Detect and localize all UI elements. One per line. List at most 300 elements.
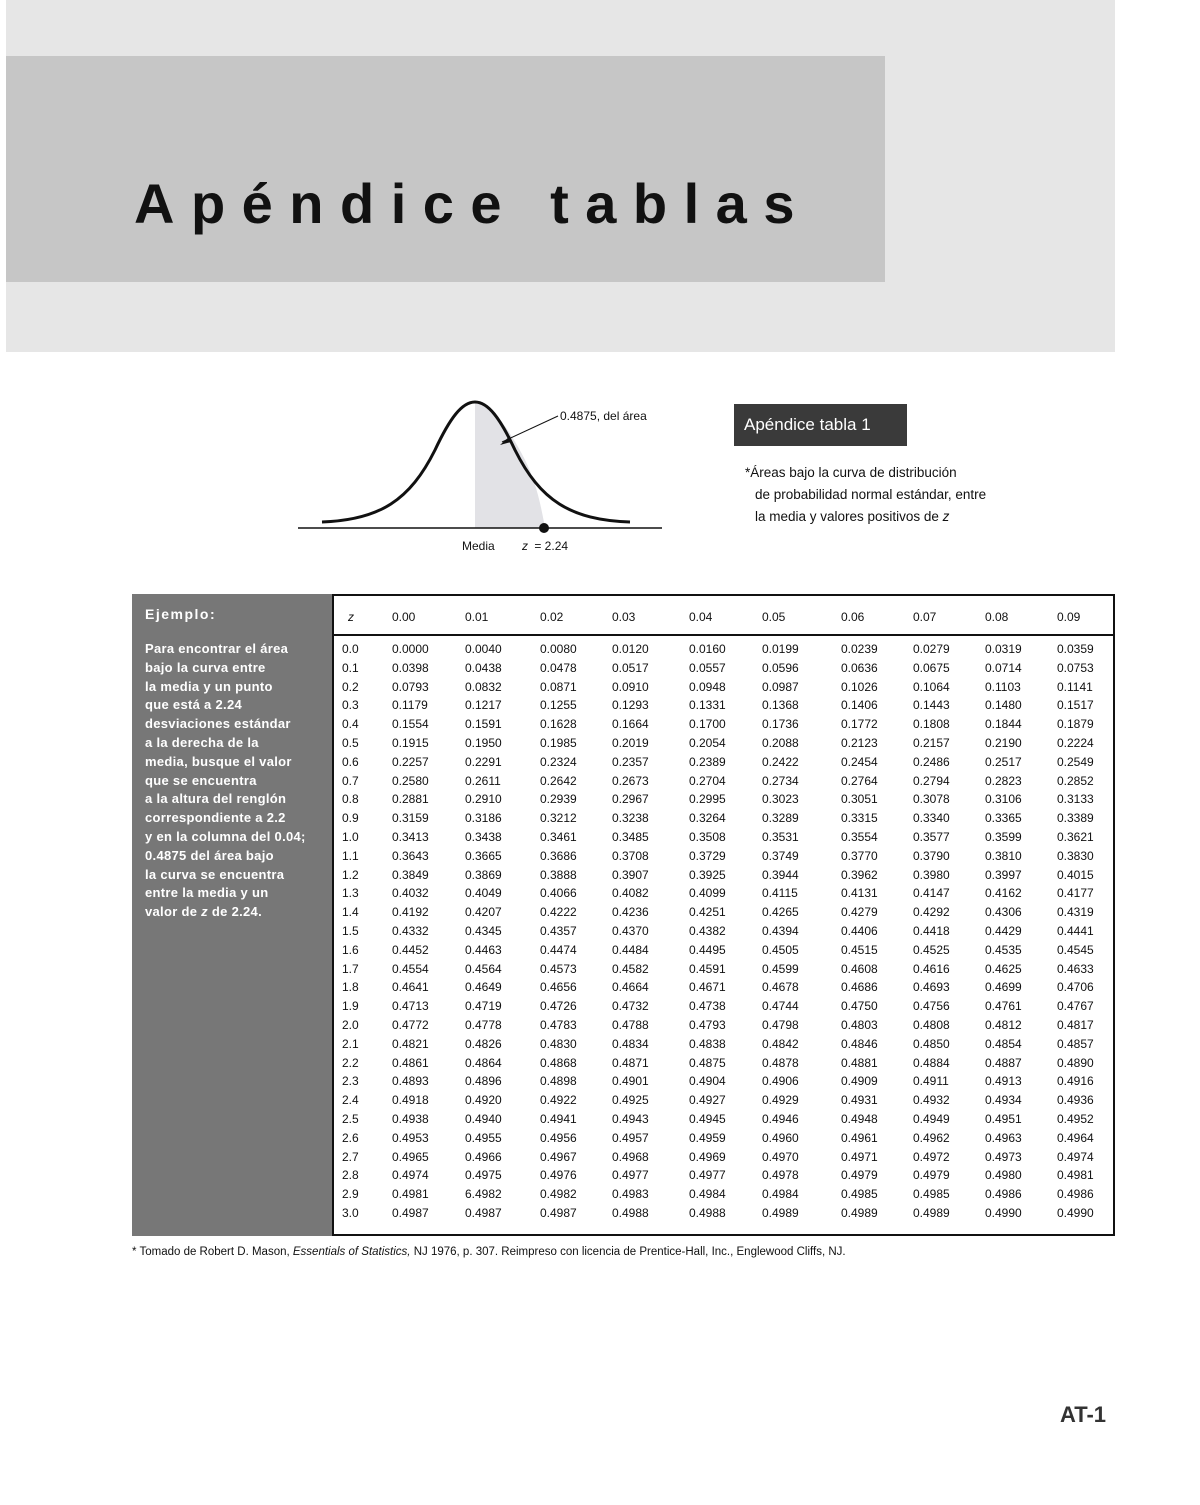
- area-cell: 0.4854: [985, 1036, 1022, 1051]
- area-cell: 0.3264: [689, 811, 726, 826]
- area-cell: 0.4656: [540, 980, 577, 995]
- area-cell: 0.1026: [841, 679, 878, 694]
- area-cell: 0.4641: [392, 980, 429, 995]
- area-cell: 0.4896: [465, 1074, 502, 1089]
- area-cell: 0.4974: [1057, 1149, 1094, 1164]
- area-cell: 0.2088: [762, 736, 799, 750]
- area-cell: 0.4319: [1057, 905, 1094, 920]
- area-cell: 0.3051: [841, 792, 878, 807]
- area-cell: 0.1736: [762, 717, 799, 732]
- area-cell: 0.0832: [465, 679, 502, 694]
- z-value-cell: 0.2: [342, 679, 359, 694]
- area-cell: 0.0160: [689, 642, 726, 656]
- z-value-cell: 0.7: [342, 773, 359, 788]
- area-cell: 0.4988: [689, 1206, 726, 1220]
- area-cell: 0.0000: [392, 642, 429, 656]
- area-cell: 0.1700: [689, 717, 726, 732]
- z-value-cell: 1.3: [342, 886, 359, 901]
- z-value-cell: 2.2: [342, 1055, 359, 1070]
- z-table: [332, 594, 1115, 1236]
- example-text: [145, 640, 330, 922]
- area-cell: 0.4977: [689, 1168, 726, 1183]
- z-value-cell: 2.6: [342, 1130, 359, 1145]
- table-row: [334, 753, 1113, 772]
- area-cell: 0.2734: [762, 773, 799, 788]
- area-cell: 0.4706: [1057, 980, 1094, 995]
- area-cell: 0.4418: [913, 924, 950, 938]
- example-line: Para encontrar el área: [145, 641, 289, 656]
- area-cell: 0.1368: [762, 698, 799, 713]
- area-cell: 0.4946: [762, 1112, 799, 1126]
- area-cell: 0.2054: [689, 736, 726, 750]
- area-cell: 0.4925: [612, 1093, 649, 1108]
- column-header: 0.07: [913, 610, 937, 624]
- area-cell: 0.3413: [392, 830, 429, 844]
- z-value-cell: 1.4: [342, 905, 359, 920]
- area-cell: 0.4965: [392, 1149, 429, 1164]
- area-cell: 0.3289: [762, 811, 799, 826]
- area-cell: 0.4222: [540, 905, 577, 920]
- table-row: [334, 1129, 1113, 1148]
- area-cell: 0.0319: [985, 642, 1022, 656]
- area-cell: 0.4545: [1057, 942, 1094, 957]
- area-cell: 0.4279: [841, 905, 878, 920]
- area-cell: 0.1517: [1057, 698, 1094, 713]
- table-row: [334, 884, 1113, 903]
- table-header-row: [334, 608, 1113, 627]
- area-cell: 0.3508: [689, 830, 726, 844]
- area-cell: 0.2580: [392, 773, 429, 788]
- column-header: 0.04: [689, 610, 713, 624]
- mean-label: Media: [462, 539, 495, 553]
- area-cell: 0.4236: [612, 905, 649, 920]
- area-cell: 0.0557: [689, 660, 726, 675]
- area-cell: 0.4207: [465, 905, 502, 920]
- area-cell: 0.2517: [985, 754, 1022, 769]
- z-value-cell: 2.8: [342, 1168, 359, 1183]
- area-cell: 0.4345: [465, 924, 502, 938]
- area-cell: 0.4591: [689, 961, 726, 976]
- area-cell: 0.1915: [392, 736, 429, 750]
- area-cell: 0.4945: [689, 1112, 726, 1126]
- area-cell: 0.0279: [913, 642, 950, 656]
- area-cell: 0.2549: [1057, 754, 1094, 769]
- area-cell: 0.4973: [985, 1149, 1022, 1164]
- area-cell: 0.2995: [689, 792, 726, 807]
- leader-line: [502, 416, 558, 442]
- example-line: a la altura del renglón: [145, 791, 287, 807]
- area-cell: 0.3686: [540, 848, 577, 863]
- area-cell: 0.4474: [540, 942, 577, 957]
- area-cell: 0.3790: [913, 848, 950, 863]
- area-cell: 0.3577: [913, 830, 950, 844]
- area-cell: 0.4484: [612, 942, 649, 957]
- area-cell: 0.4616: [913, 961, 950, 976]
- area-cell: 0.1985: [540, 736, 577, 750]
- area-label: 0.4875, del área: [560, 409, 647, 423]
- area-cell: 0.4929: [762, 1093, 799, 1108]
- area-cell: 0.2019: [612, 736, 649, 750]
- table-row: [334, 978, 1113, 997]
- area-cell: 0.3023: [762, 792, 799, 807]
- area-cell: 0.4564: [465, 961, 502, 976]
- area-cell: 0.0948: [689, 679, 726, 694]
- area-cell: 0.4441: [1057, 924, 1094, 938]
- area-cell: 0.4956: [540, 1130, 577, 1145]
- example-line: valor de z de 2.24.: [145, 904, 262, 920]
- table-row: [334, 960, 1113, 979]
- table-row: [334, 1185, 1113, 1204]
- area-cell: 0.2823: [985, 773, 1022, 788]
- area-cell: 0.2673: [612, 773, 649, 788]
- area-cell: 0.1406: [841, 698, 878, 713]
- area-cell: 0.1443: [913, 698, 950, 713]
- area-cell: 0.2910: [465, 792, 502, 807]
- area-cell: 0.4857: [1057, 1036, 1094, 1051]
- table-row: [334, 997, 1113, 1016]
- area-cell: 0.4981: [1057, 1168, 1094, 1183]
- table-row: [334, 922, 1113, 941]
- area-cell: 0.4554: [392, 961, 429, 976]
- area-cell: 0.2422: [762, 754, 799, 769]
- example-line: a la derecha de la: [145, 734, 259, 750]
- page-title: Apéndice tablas: [134, 172, 811, 235]
- area-cell: 0.3159: [392, 811, 429, 826]
- area-cell: 0.0080: [540, 642, 577, 656]
- area-cell: 0.4969: [689, 1149, 726, 1164]
- area-cell: 0.4842: [762, 1036, 799, 1051]
- area-cell: 0.3925: [689, 867, 726, 882]
- area-cell: 0.4633: [1057, 961, 1094, 976]
- table-row: [334, 1016, 1113, 1035]
- area-cell: 0.3389: [1057, 811, 1094, 826]
- area-cell: 0.4987: [392, 1206, 429, 1220]
- area-cell: 0.2967: [612, 792, 649, 807]
- area-cell: 0.2939: [540, 792, 577, 807]
- area-cell: 0.4750: [841, 999, 878, 1014]
- area-cell: 0.4961: [841, 1130, 878, 1145]
- area-cell: 0.4812: [985, 1018, 1022, 1032]
- area-cell: 0.3461: [540, 830, 577, 844]
- example-title: Ejemplo:: [145, 606, 217, 622]
- area-cell: 0.4699: [985, 980, 1022, 995]
- area-cell: 0.4778: [465, 1018, 502, 1032]
- area-cell: 0.4686: [841, 980, 878, 995]
- area-cell: 0.3212: [540, 811, 577, 826]
- area-cell: 0.4767: [1057, 999, 1094, 1014]
- area-cell: 0.4913: [985, 1074, 1022, 1089]
- table-row: [334, 640, 1113, 659]
- area-cell: 0.3907: [612, 867, 649, 882]
- description-line: de probabilidad normal estándar, entre: [755, 487, 987, 502]
- area-cell: 0.4032: [392, 886, 429, 901]
- area-cell: 0.2291: [465, 754, 502, 769]
- area-cell: 0.4938: [392, 1112, 429, 1126]
- area-cell: 0.1293: [612, 698, 649, 713]
- area-cell: 0.4970: [762, 1149, 799, 1164]
- column-header: 0.03: [612, 610, 636, 624]
- area-cell: 0.4821: [392, 1036, 429, 1051]
- area-cell: 0.1255: [540, 698, 577, 713]
- area-cell: 0.3485: [612, 830, 649, 844]
- area-cell: 0.1480: [985, 698, 1022, 713]
- z-value-cell: 0.4: [342, 717, 359, 732]
- area-cell: 0.2324: [540, 754, 577, 769]
- area-cell: 0.2224: [1057, 736, 1094, 750]
- table-row: [334, 809, 1113, 828]
- area-cell: 0.1772: [841, 717, 878, 732]
- table-row: [334, 903, 1113, 922]
- area-cell: 0.4719: [465, 999, 502, 1014]
- area-cell: 0.4976: [540, 1168, 577, 1183]
- area-cell: 0.4988: [612, 1206, 649, 1220]
- area-cell: 0.4495: [689, 942, 726, 957]
- area-cell: 0.0910: [612, 679, 649, 694]
- area-cell: 0.4904: [689, 1074, 726, 1089]
- area-cell: 0.4671: [689, 980, 726, 995]
- area-cell: 0.3810: [985, 848, 1022, 863]
- area-cell: 0.4949: [913, 1112, 950, 1126]
- example-line: correspondiente a 2.2: [145, 810, 286, 826]
- table-row: [334, 659, 1113, 678]
- area-cell: 0.2642: [540, 773, 577, 788]
- table-row: [334, 941, 1113, 960]
- area-cell: 0.4909: [841, 1074, 878, 1089]
- area-cell: 0.4625: [985, 961, 1022, 976]
- area-cell: 0.4922: [540, 1093, 577, 1108]
- area-cell: 0.4826: [465, 1036, 502, 1051]
- area-cell: 0.3708: [612, 848, 649, 863]
- area-cell: 0.0675: [913, 660, 950, 675]
- area-cell: 0.0753: [1057, 660, 1094, 675]
- area-cell: 0.4878: [762, 1055, 799, 1070]
- area-cell: 0.4986: [1057, 1187, 1094, 1202]
- table-row: [334, 715, 1113, 734]
- area-cell: 0.3438: [465, 830, 502, 844]
- table-row: [334, 1035, 1113, 1054]
- example-line: y en la columna del 0.04;: [145, 828, 306, 844]
- example-line: que se encuentra: [145, 772, 257, 788]
- area-cell: 0.4916: [1057, 1074, 1094, 1089]
- table-row: [334, 734, 1113, 753]
- table-row: [334, 696, 1113, 715]
- column-header: 0.08: [985, 610, 1009, 624]
- area-cell: 0.4783: [540, 1018, 577, 1032]
- z-point-marker: [539, 523, 549, 533]
- area-cell: 0.4357: [540, 924, 577, 938]
- area-cell: 0.2881: [392, 792, 429, 807]
- area-cell: 0.1141: [1057, 679, 1093, 694]
- area-cell: 0.4971: [841, 1149, 878, 1164]
- area-cell: 0.0239: [841, 642, 878, 656]
- column-header: 0.09: [1057, 610, 1081, 624]
- area-cell: 0.4846: [841, 1036, 878, 1051]
- z-value-cell: 1.6: [342, 942, 359, 957]
- area-cell: 0.4429: [985, 924, 1022, 938]
- area-cell: 0.2257: [392, 754, 429, 769]
- area-cell: 0.4535: [985, 942, 1022, 957]
- area-cell: 0.2190: [985, 736, 1022, 750]
- area-cell: 0.4573: [540, 961, 577, 976]
- table-row: [334, 847, 1113, 866]
- area-cell: 0.4989: [913, 1206, 950, 1220]
- area-cell: 0.4099: [689, 886, 726, 901]
- header-divider: [334, 634, 1113, 636]
- table-row: [334, 866, 1113, 885]
- table-row: [334, 828, 1113, 847]
- area-cell: 0.0517: [612, 660, 649, 675]
- area-cell: 0.3849: [392, 867, 429, 882]
- area-cell: 0.4962: [913, 1130, 950, 1145]
- example-line: desviaciones estándar: [145, 716, 291, 732]
- area-cell: 0.1554: [392, 717, 429, 732]
- area-cell: 0.0596: [762, 660, 799, 675]
- area-cell: 0.4960: [762, 1130, 799, 1145]
- area-cell: 0.4608: [841, 961, 878, 976]
- area-cell: 0.2764: [841, 773, 878, 788]
- area-cell: 0.2389: [689, 754, 726, 769]
- table-row: [334, 790, 1113, 809]
- area-cell: 0.3554: [841, 830, 878, 844]
- area-cell: 0.4066: [540, 886, 577, 901]
- table-row: [334, 678, 1113, 697]
- column-header: 0.01: [465, 610, 489, 624]
- area-cell: 0.4966: [465, 1149, 502, 1164]
- area-cell: 0.1064: [913, 679, 950, 694]
- area-cell: 0.4927: [689, 1093, 726, 1108]
- area-cell: 0.3962: [841, 867, 878, 882]
- area-cell: 0.2357: [612, 754, 649, 769]
- area-cell: 0.0871: [540, 679, 577, 694]
- area-cell: 0.4049: [465, 886, 502, 901]
- area-cell: 0.4871: [612, 1055, 649, 1070]
- area-cell: 0.4968: [612, 1149, 649, 1164]
- area-cell: 0.4898: [540, 1074, 577, 1089]
- area-cell: 0.4082: [612, 886, 649, 901]
- area-cell: 0.4987: [540, 1206, 577, 1220]
- area-cell: 0.0359: [1057, 642, 1094, 656]
- area-cell: 0.0398: [392, 660, 429, 675]
- area-cell: 0.4941: [540, 1112, 577, 1126]
- area-cell: 0.4834: [612, 1036, 649, 1051]
- area-cell: 0.4985: [841, 1187, 878, 1202]
- area-cell: 0.4803: [841, 1018, 878, 1032]
- area-cell: 0.4738: [689, 999, 726, 1014]
- area-cell: 0.4974: [392, 1168, 429, 1183]
- area-cell: 0.4887: [985, 1055, 1022, 1070]
- area-cell: 0.4732: [612, 999, 649, 1014]
- area-cell: 0.4798: [762, 1018, 799, 1032]
- table-row: [334, 1072, 1113, 1091]
- area-cell: 0.3599: [985, 830, 1022, 844]
- area-cell: 0.3997: [985, 867, 1022, 882]
- table-row: [334, 1054, 1113, 1073]
- area-cell: 0.1217: [465, 698, 502, 713]
- area-cell: 0.4940: [465, 1112, 502, 1126]
- footnote-suffix: NJ 1976, p. 307. Reimpreso con licencia de Prentice-Hall, Inc., Englewood Cliffs, NJ.: [413, 1246, 846, 1258]
- z-value-cell: 1.2: [342, 867, 359, 882]
- area-cell: 0.4963: [985, 1130, 1022, 1145]
- area-cell: 6.4982: [465, 1187, 502, 1202]
- area-cell: 0.1628: [540, 717, 577, 732]
- area-cell: 0.4406: [841, 924, 878, 938]
- z-label: z: [522, 539, 528, 553]
- example-line: que está a 2.24: [145, 697, 242, 713]
- area-cell: 0.4890: [1057, 1055, 1094, 1070]
- z-value-cell: 1.0: [342, 830, 359, 844]
- z-value-cell: 2.4: [342, 1093, 359, 1108]
- page-number: AT-1: [1060, 1402, 1107, 1427]
- example-line: 0.4875 del área bajo: [145, 847, 274, 863]
- z-value-cell: 1.9: [342, 999, 359, 1014]
- area-cell: 0.4525: [913, 942, 950, 957]
- area-cell: 0.4948: [841, 1112, 878, 1126]
- example-line: media, busque el valor: [145, 753, 292, 769]
- area-cell: 0.4756: [913, 999, 950, 1014]
- area-cell: 0.0199: [762, 642, 799, 656]
- table-row: [334, 1204, 1113, 1223]
- shaded-area: [475, 402, 545, 528]
- area-cell: 0.4964: [1057, 1130, 1094, 1145]
- area-cell: 0.3888: [540, 867, 577, 882]
- area-cell: 0.0478: [540, 660, 577, 675]
- area-cell: 0.4582: [612, 961, 649, 976]
- area-cell: 0.4817: [1057, 1018, 1094, 1032]
- column-header: 0.02: [540, 610, 564, 624]
- area-cell: 0.4901: [612, 1074, 649, 1089]
- area-cell: 0.3944: [762, 867, 799, 882]
- area-cell: 0.0120: [612, 642, 649, 656]
- area-cell: 0.4830: [540, 1036, 577, 1051]
- area-cell: 0.1950: [465, 736, 502, 750]
- example-line: bajo la curva entre: [145, 659, 266, 675]
- source-footnote: [132, 1246, 846, 1258]
- area-cell: 0.0040: [465, 642, 502, 656]
- area-cell: 0.4131: [841, 886, 878, 901]
- area-cell: 0.1879: [1057, 717, 1094, 732]
- area-cell: 0.4463: [465, 942, 502, 957]
- area-cell: 0.4744: [762, 999, 799, 1014]
- area-cell: 0.4932: [913, 1093, 950, 1108]
- area-cell: 0.0636: [841, 660, 878, 675]
- area-cell: 0.1103: [985, 679, 1021, 694]
- area-cell: 0.4959: [689, 1130, 726, 1145]
- area-cell: 0.4147: [913, 886, 950, 901]
- area-cell: 0.4015: [1057, 867, 1094, 882]
- area-cell: 0.4861: [392, 1055, 429, 1070]
- appendix-badge: Apéndice tabla 1: [734, 404, 907, 446]
- example-line: la media y un punto: [145, 678, 273, 694]
- area-cell: 0.4599: [762, 961, 799, 976]
- area-cell: 0.4292: [913, 905, 950, 920]
- area-cell: 0.3531: [762, 830, 799, 844]
- z-value-cell: 0.5: [342, 736, 359, 750]
- z-value-cell: 3.0: [342, 1206, 359, 1220]
- area-cell: 0.3106: [985, 792, 1022, 807]
- area-cell: 0.4505: [762, 942, 799, 957]
- area-cell: 0.4115: [762, 886, 798, 901]
- area-cell: 0.4515: [841, 942, 878, 957]
- area-cell: 0.4952: [1057, 1112, 1094, 1126]
- z-value-cell: 0.6: [342, 754, 359, 769]
- z-value-cell: 0.8: [342, 792, 359, 807]
- area-cell: 0.4875: [689, 1055, 726, 1070]
- z-value-cell: 0.9: [342, 811, 359, 826]
- area-cell: 0.2611: [465, 773, 501, 788]
- area-cell: 0.4975: [465, 1168, 502, 1183]
- area-cell: 0.4979: [841, 1168, 878, 1183]
- area-cell: 0.4972: [913, 1149, 950, 1164]
